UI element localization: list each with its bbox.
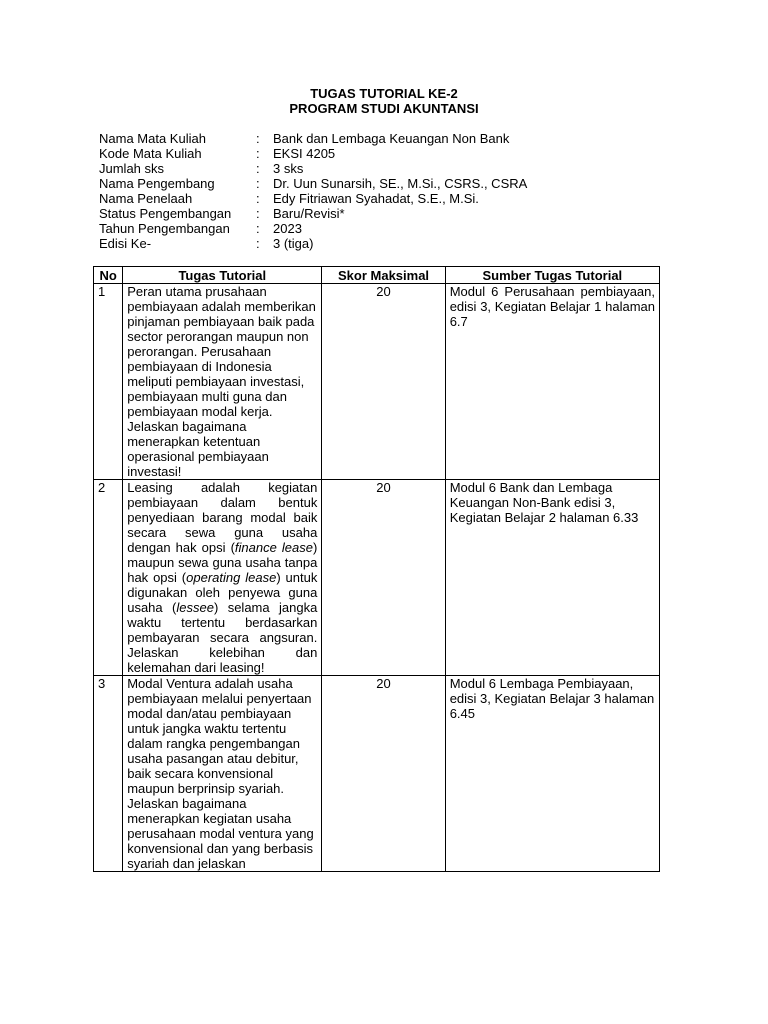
info-label: Nama Penelaah xyxy=(99,191,193,206)
task-term-italic: lessee xyxy=(176,600,214,615)
info-colon: : xyxy=(256,206,260,221)
table-row xyxy=(94,284,660,480)
info-label: Status Pengembangan xyxy=(99,206,232,221)
table-header-row xyxy=(94,267,660,284)
row-number: 3 xyxy=(94,676,123,872)
task-text: Modal Ventura adalah usaha pembiayaan melalui penyertaan modal dan/atau pembiayaan untuk jangka waktu tertentu dalam rangka pengembangan usaha pasangan atau debitur, baik secara konvensional maupun berprinsip syariah. Jelaskan bagaimana menerapkan kegiatan usaha perusahaan modal ventura yang konvensional dan yang berbasis syariah dan jelaskan xyxy=(123,676,322,872)
max-score: 20 xyxy=(322,284,445,480)
task-text-part: ) maupun sewa guna usaha tanpa hak opsi ( xyxy=(127,540,318,585)
info-colon: : xyxy=(256,131,260,146)
info-row-developer xyxy=(99,176,527,191)
header-source: Sumber Tugas Tutorial xyxy=(445,267,659,284)
info-value: Baru/Revisi* xyxy=(273,206,345,221)
info-label: Nama Mata Kuliah xyxy=(99,131,206,146)
max-score: 20 xyxy=(322,676,445,872)
info-value: EKSI 4205 xyxy=(273,146,336,161)
task-source: Modul 6 Perusahaan pembiayaan, edisi 3, Kegiatan Belajar 1 halaman 6.7 xyxy=(445,284,659,480)
task-term-italic: operating lease xyxy=(186,570,277,585)
task-text xyxy=(123,480,322,676)
info-colon: : xyxy=(256,161,260,176)
task-text-part: ) untuk digunakan oleh penyewa guna usaha ( xyxy=(127,570,318,615)
task-source: Modul 6 Lembaga Pembiayaan, edisi 3, Kegiatan Belajar 3 halaman 6.45 xyxy=(445,676,659,872)
task-term-italic: finance lease xyxy=(234,540,313,555)
document-subtitle: PROGRAM STUDI AKUNTANSI xyxy=(289,101,479,116)
info-value: Dr. Uun Sunarsih, SE., M.Si., CSRS., CSRA xyxy=(273,176,528,191)
row-number: 2 xyxy=(94,480,123,676)
info-label: Jumlah sks xyxy=(99,161,165,176)
info-label: Kode Mata Kuliah xyxy=(99,146,202,161)
info-row-status xyxy=(99,206,527,221)
course-info xyxy=(99,131,527,251)
info-label: Edisi Ke- xyxy=(99,236,152,251)
info-value: 3 sks xyxy=(273,161,304,176)
info-row-year xyxy=(99,221,527,236)
info-colon: : xyxy=(256,191,260,206)
document-title: TUGAS TUTORIAL KE-2 xyxy=(310,86,458,101)
max-score: 20 xyxy=(322,480,445,676)
task-text-part: ) selama jangka waktu tertentu berdasarkan pembayaran secara angsuran. Jelaskan kelebihan dan kelemahan dari leasing! xyxy=(127,600,318,675)
row-number: 1 xyxy=(94,284,123,480)
info-value: 2023 xyxy=(273,221,302,236)
tutorial-task-table xyxy=(93,266,660,872)
info-colon: : xyxy=(256,236,260,251)
info-label: Tahun Pengembangan xyxy=(99,221,230,236)
table-row xyxy=(94,676,660,872)
info-row-reviewer xyxy=(99,191,527,206)
info-value: Edy Fitriawan Syahadat, S.E., M.Si. xyxy=(273,191,479,206)
header-score: Skor Maksimal xyxy=(322,267,445,284)
task-text-part: Leasing adalah kegiatan pembiayaan dalam bentuk penyediaan barang modal baik secara sewa guna usaha dengan hak opsi ( xyxy=(127,480,318,555)
info-row-edition xyxy=(99,236,527,251)
task-text: Peran utama prusahaan pembiayaan adalah memberikan pinjaman pembiayaan baik pada sector perorangan maupun non perorangan. Perusahaan pembiayaan di Indonesia meliputi pembiayaan investasi, pembiayaan multi guna dan pembiayaan modal kerja. Jelaskan bagaimana menerapkan ketentuan operasional pembiayaan investasi! xyxy=(123,284,322,480)
info-colon: : xyxy=(256,146,260,161)
info-colon: : xyxy=(256,176,260,191)
header-no: No xyxy=(94,267,123,284)
info-row-course-code xyxy=(99,146,527,161)
info-label: Nama Pengembang xyxy=(99,176,215,191)
info-row-credits xyxy=(99,161,527,176)
header-task: Tugas Tutorial xyxy=(123,267,322,284)
task-source: Modul 6 Bank dan Lembaga Keuangan Non-Bank edisi 3, Kegiatan Belajar 2 halaman 6.33 xyxy=(445,480,659,676)
table-row xyxy=(94,480,660,676)
info-colon: : xyxy=(256,221,260,236)
info-value: 3 (tiga) xyxy=(273,236,314,251)
info-value: Bank dan Lembaga Keuangan Non Bank xyxy=(273,131,510,146)
info-row-course-name xyxy=(99,131,527,146)
